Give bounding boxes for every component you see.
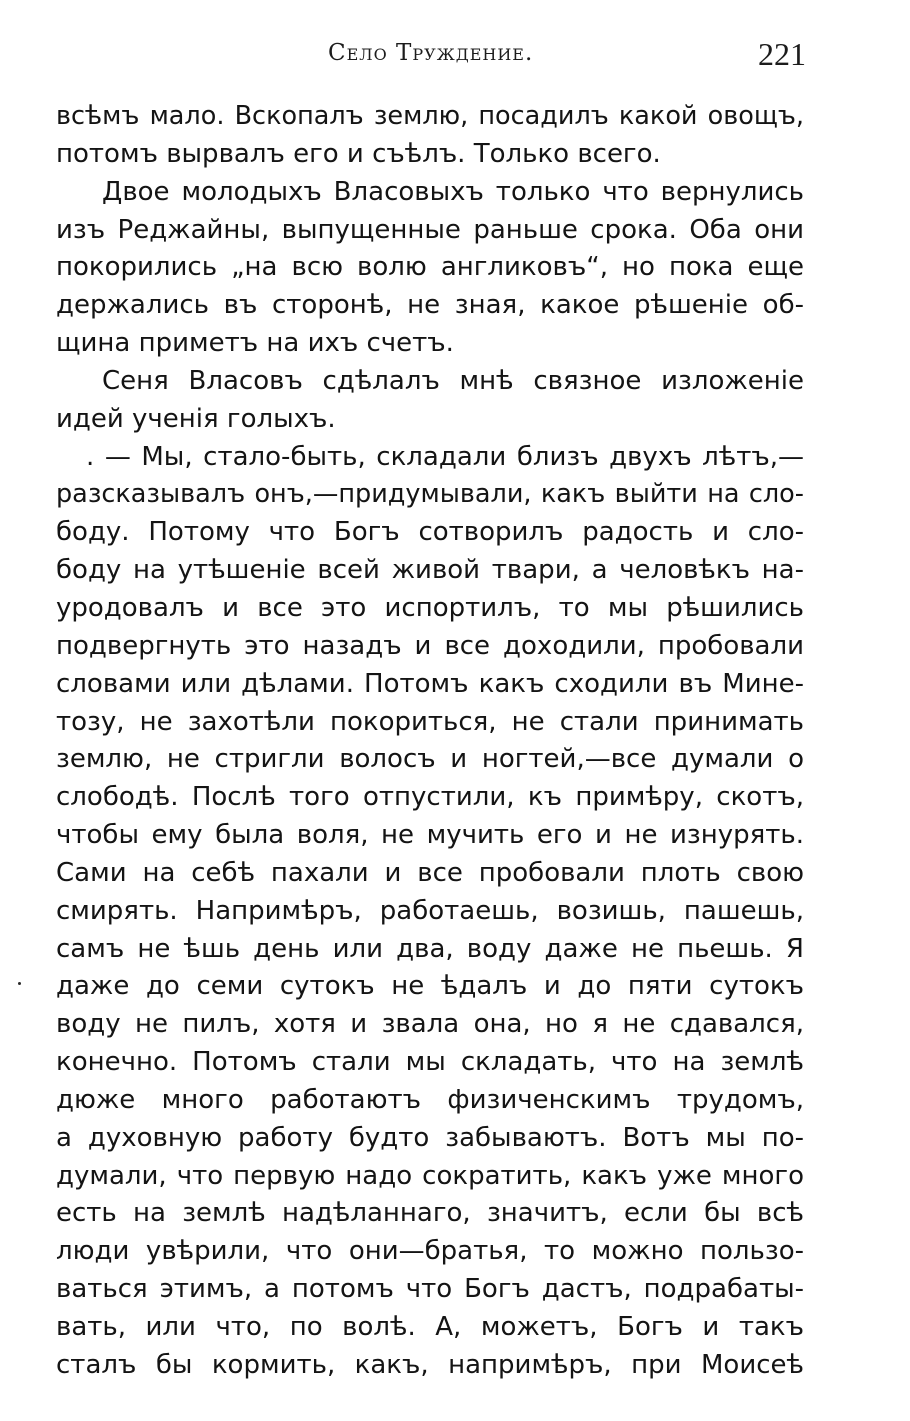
text-line: Двое молодыхъ Власовыхъ только что вернулись [102, 176, 804, 207]
text-line: смирять. Напримѣръ, работаешь, возишь, пашешь, [56, 895, 804, 926]
text-line: чтобы ему была воля, не мучить его и не изнурять. [56, 820, 804, 851]
text-line: даже до семи сутокъ не ѣдалъ и до пяти сутокъ [56, 971, 804, 1002]
text-line: уродовалъ и все это испортилъ, то мы рѣшились [56, 592, 804, 623]
running-title: Село Труждение. [328, 40, 534, 66]
text-line: словами или дѣлами. Потомъ какъ сходили въ Мине- [56, 668, 804, 699]
text-line: ваться этимъ, а потомъ что Богъ дастъ, подрабаты- [56, 1274, 804, 1305]
text-line: потомъ вырвалъ его и съѣлъ. Только всего. [56, 138, 661, 169]
ink-speck [18, 982, 21, 985]
text-line: . — Мы, стало-быть, складали близъ двухъ лѣтъ,— [86, 441, 804, 472]
page-header [56, 30, 806, 80]
text-line: люди увѣрили, что они—братья, то можно пользо- [56, 1236, 804, 1267]
page-number: 221 [758, 36, 806, 72]
text-line: покорились „на всю волю англиковъ“, но пока еще [56, 252, 804, 283]
text-line: Сами на себѣ пахали и все пробовали плоть свою [56, 857, 804, 888]
text-line: самъ не ѣшь день или два, воду даже не пьешь. Я [56, 933, 804, 964]
text-line: щина приметъ на ихъ счетъ. [56, 328, 454, 359]
text-line: землю, не стригли волосъ и ногтей,—все думали о [56, 744, 804, 775]
text-line: вать, или что, по волѣ. А, можетъ, Богъ и такъ [56, 1312, 804, 1342]
text-line: боду. Потому что Богъ сотворилъ радость и сло- [56, 517, 804, 548]
text-line: а духовную работу будто забываютъ. Вотъ мы по- [56, 1122, 804, 1153]
text-line: разсказывалъ онъ,—придумывали, какъ выйти на сло- [56, 479, 804, 510]
text-line: думали, что первую надо сократить, какъ уже много [56, 1160, 804, 1191]
text-line: Сеня Власовъ сдѣлалъ мнѣ связное изложеніе [102, 365, 804, 396]
text-line: всѣмъ мало. Вскопалъ землю, посадилъ какой овощъ, [56, 101, 804, 131]
text-line: слободѣ. Послѣ того отпустили, къ примѣру, скотъ, [56, 782, 804, 813]
text-line: изъ Реджайны, выпущенные раньше срока. Оба они [56, 214, 804, 245]
body-text [56, 98, 804, 1385]
text-line: подвергнуть это назадъ и все доходили, пробовали [56, 630, 804, 661]
text-line: есть на землѣ надѣланнаго, значитъ, если бы всѣ [56, 1198, 804, 1229]
text-line: боду на утѣшеніе всей живой твари, а человѣкъ на- [56, 555, 804, 586]
text-line: тозу, не захотѣли покориться, не стали принимать [56, 706, 804, 737]
text-line: конечно. Потомъ стали мы складать, что на землѣ [56, 1047, 804, 1078]
text-line: дюже много работаютъ физиченскимъ трудомъ, [56, 1084, 804, 1115]
text-line: воду не пилъ, хотя и звала она, но я не сдавался, [56, 1009, 804, 1040]
text-line: идей ученія голыхъ. [56, 403, 336, 434]
text-line: держались въ сторонѣ, не зная, какое рѣшеніе об- [56, 290, 804, 321]
text-line: сталъ бы кормить, какъ, напримѣръ, при Моисеѣ [56, 1349, 804, 1380]
